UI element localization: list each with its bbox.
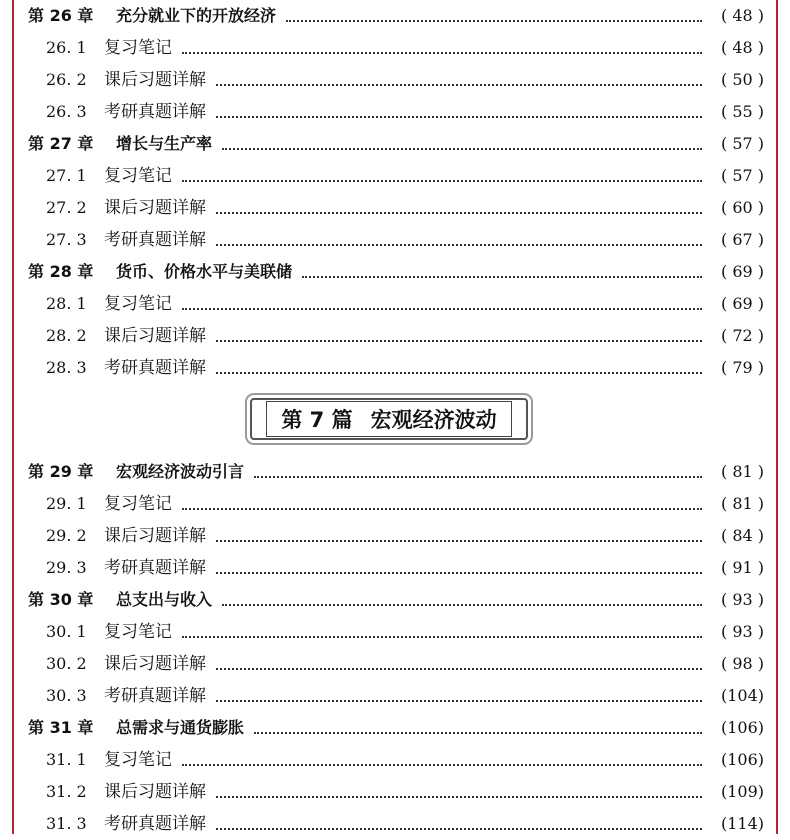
page-number: ( 81 ) bbox=[720, 462, 764, 481]
section-title: 课后习题详解 bbox=[104, 782, 206, 802]
section-title: 考研真题详解 bbox=[104, 358, 206, 378]
dot-leader bbox=[216, 698, 702, 702]
section-title: 复习笔记 bbox=[104, 750, 172, 770]
dot-leader bbox=[216, 242, 702, 246]
dot-leader bbox=[286, 18, 702, 22]
page-number: ( 69 ) bbox=[720, 294, 764, 313]
chapter-number: 第 27 章 bbox=[28, 134, 94, 153]
page-number: (109) bbox=[720, 782, 764, 801]
page-number: ( 55 ) bbox=[720, 102, 764, 121]
section-number: 30. 1 bbox=[46, 622, 87, 641]
toc-section-row[interactable] bbox=[28, 192, 764, 224]
section-number: 28. 1 bbox=[46, 294, 87, 313]
part-number: 第 7 篇 bbox=[281, 408, 353, 432]
page-number: ( 69 ) bbox=[720, 262, 764, 281]
page-number: ( 57 ) bbox=[720, 166, 764, 185]
page-border-right bbox=[776, 0, 778, 834]
toc-section-row[interactable] bbox=[28, 552, 764, 584]
page-number: (114) bbox=[720, 814, 764, 833]
toc-section-row[interactable] bbox=[28, 680, 764, 712]
section-title: 考研真题详解 bbox=[104, 230, 206, 250]
page-number: (106) bbox=[720, 718, 764, 737]
section-number: 28. 2 bbox=[46, 326, 87, 345]
toc-section-row[interactable] bbox=[28, 160, 764, 192]
chapter-title: 总需求与通货膨胀 bbox=[116, 718, 245, 737]
chapter-number: 第 26 章 bbox=[28, 6, 94, 25]
toc-section-row[interactable] bbox=[28, 520, 764, 552]
page-number: ( 48 ) bbox=[720, 6, 764, 25]
toc-section-row[interactable] bbox=[28, 288, 764, 320]
toc-section-row[interactable] bbox=[28, 64, 764, 96]
toc-section-row[interactable] bbox=[28, 320, 764, 352]
toc-chapter-row[interactable] bbox=[28, 0, 764, 32]
section-title: 课后习题详解 bbox=[104, 198, 206, 218]
toc-section-row[interactable] bbox=[28, 488, 764, 520]
page-number: ( 84 ) bbox=[720, 526, 764, 545]
dot-leader bbox=[254, 474, 702, 478]
table-of-contents bbox=[28, 0, 764, 840]
dot-leader bbox=[216, 666, 702, 670]
toc-section-row[interactable] bbox=[28, 96, 764, 128]
chapter-title: 总支出与收入 bbox=[116, 590, 213, 609]
toc-section-row[interactable] bbox=[28, 776, 764, 808]
part-banner-area bbox=[28, 384, 764, 456]
page-number: ( 79 ) bbox=[720, 358, 764, 377]
dot-leader bbox=[216, 210, 702, 214]
section-number: 26. 1 bbox=[46, 38, 87, 57]
toc-section-row[interactable] bbox=[28, 744, 764, 776]
section-title: 复习笔记 bbox=[104, 294, 172, 314]
section-number: 29. 1 bbox=[46, 494, 87, 513]
toc-section-row[interactable] bbox=[28, 352, 764, 384]
chapter-title: 增长与生产率 bbox=[116, 134, 213, 153]
chapter-number: 第 28 章 bbox=[28, 262, 94, 281]
page-number: (104) bbox=[720, 686, 764, 705]
chapter-number: 第 31 章 bbox=[28, 718, 94, 737]
section-number: 31. 1 bbox=[46, 750, 87, 769]
section-number: 26. 3 bbox=[46, 102, 87, 121]
section-title: 课后习题详解 bbox=[104, 526, 206, 546]
dot-leader bbox=[216, 538, 702, 542]
dot-leader bbox=[216, 794, 702, 798]
dot-leader bbox=[216, 570, 702, 574]
page-number: ( 72 ) bbox=[720, 326, 764, 345]
chapter-number: 第 30 章 bbox=[28, 590, 94, 609]
toc-section-row[interactable] bbox=[28, 808, 764, 840]
part-title: 宏观经济波动 bbox=[370, 408, 497, 432]
dot-leader bbox=[216, 338, 702, 342]
dot-leader bbox=[222, 146, 702, 150]
section-title: 课后习题详解 bbox=[104, 70, 206, 90]
dot-leader bbox=[182, 50, 702, 54]
dot-leader bbox=[254, 730, 702, 734]
toc-section-row[interactable] bbox=[28, 32, 764, 64]
section-title: 课后习题详解 bbox=[104, 654, 206, 674]
toc-chapter-row[interactable] bbox=[28, 128, 764, 160]
section-title: 考研真题详解 bbox=[104, 814, 206, 834]
dot-leader bbox=[216, 370, 702, 374]
toc-section-row[interactable] bbox=[28, 648, 764, 680]
toc-chapter-row[interactable] bbox=[28, 584, 764, 616]
page-number: ( 67 ) bbox=[720, 230, 764, 249]
toc-chapter-row[interactable] bbox=[28, 712, 764, 744]
toc-section-row[interactable] bbox=[28, 224, 764, 256]
toc-chapter-row[interactable] bbox=[28, 456, 764, 488]
section-number: 31. 2 bbox=[46, 782, 87, 801]
section-number: 30. 3 bbox=[46, 686, 87, 705]
page-number: ( 81 ) bbox=[720, 494, 764, 513]
dot-leader bbox=[216, 826, 702, 830]
page-border-left bbox=[12, 0, 14, 834]
dot-leader bbox=[216, 114, 702, 118]
section-number: 26. 2 bbox=[46, 70, 87, 89]
chapter-title: 宏观经济波动引言 bbox=[116, 462, 245, 481]
part-banner-label bbox=[266, 401, 511, 437]
dot-leader bbox=[182, 506, 702, 510]
page-number: (106) bbox=[720, 750, 764, 769]
dot-leader bbox=[222, 602, 702, 606]
page-number: ( 50 ) bbox=[720, 70, 764, 89]
page-number: ( 91 ) bbox=[720, 558, 764, 577]
section-number: 27. 2 bbox=[46, 198, 87, 217]
toc-chapter-row[interactable] bbox=[28, 256, 764, 288]
dot-leader bbox=[182, 634, 702, 638]
section-title: 复习笔记 bbox=[104, 622, 172, 642]
section-title: 复习笔记 bbox=[104, 38, 172, 58]
toc-section-row[interactable] bbox=[28, 616, 764, 648]
dot-leader bbox=[216, 82, 702, 86]
section-title: 考研真题详解 bbox=[104, 558, 206, 578]
chapter-number: 第 29 章 bbox=[28, 462, 94, 481]
chapter-title: 货币、价格水平与美联储 bbox=[116, 262, 293, 281]
section-number: 27. 1 bbox=[46, 166, 87, 185]
section-title: 考研真题详解 bbox=[104, 102, 206, 122]
page-number: ( 98 ) bbox=[720, 654, 764, 673]
section-title: 复习笔记 bbox=[104, 494, 172, 514]
section-number: 28. 3 bbox=[46, 358, 87, 377]
section-title: 考研真题详解 bbox=[104, 686, 206, 706]
dot-leader bbox=[182, 306, 702, 310]
toc-list-lower bbox=[28, 456, 764, 840]
dot-leader bbox=[182, 178, 702, 182]
toc-list-upper bbox=[28, 0, 764, 384]
page-number: ( 57 ) bbox=[720, 134, 764, 153]
page-number: ( 60 ) bbox=[720, 198, 764, 217]
dot-leader bbox=[182, 762, 702, 766]
section-number: 29. 3 bbox=[46, 558, 87, 577]
section-number: 30. 2 bbox=[46, 654, 87, 673]
section-number: 29. 2 bbox=[46, 526, 87, 545]
part-banner[interactable] bbox=[250, 398, 528, 440]
page-number: ( 48 ) bbox=[720, 38, 764, 57]
section-title: 复习笔记 bbox=[104, 166, 172, 186]
dot-leader bbox=[302, 274, 702, 278]
section-number: 27. 3 bbox=[46, 230, 87, 249]
page-number: ( 93 ) bbox=[720, 590, 764, 609]
chapter-title: 充分就业下的开放经济 bbox=[116, 6, 277, 25]
section-title: 课后习题详解 bbox=[104, 326, 206, 346]
section-number: 31. 3 bbox=[46, 814, 87, 833]
page-number: ( 93 ) bbox=[720, 622, 764, 641]
